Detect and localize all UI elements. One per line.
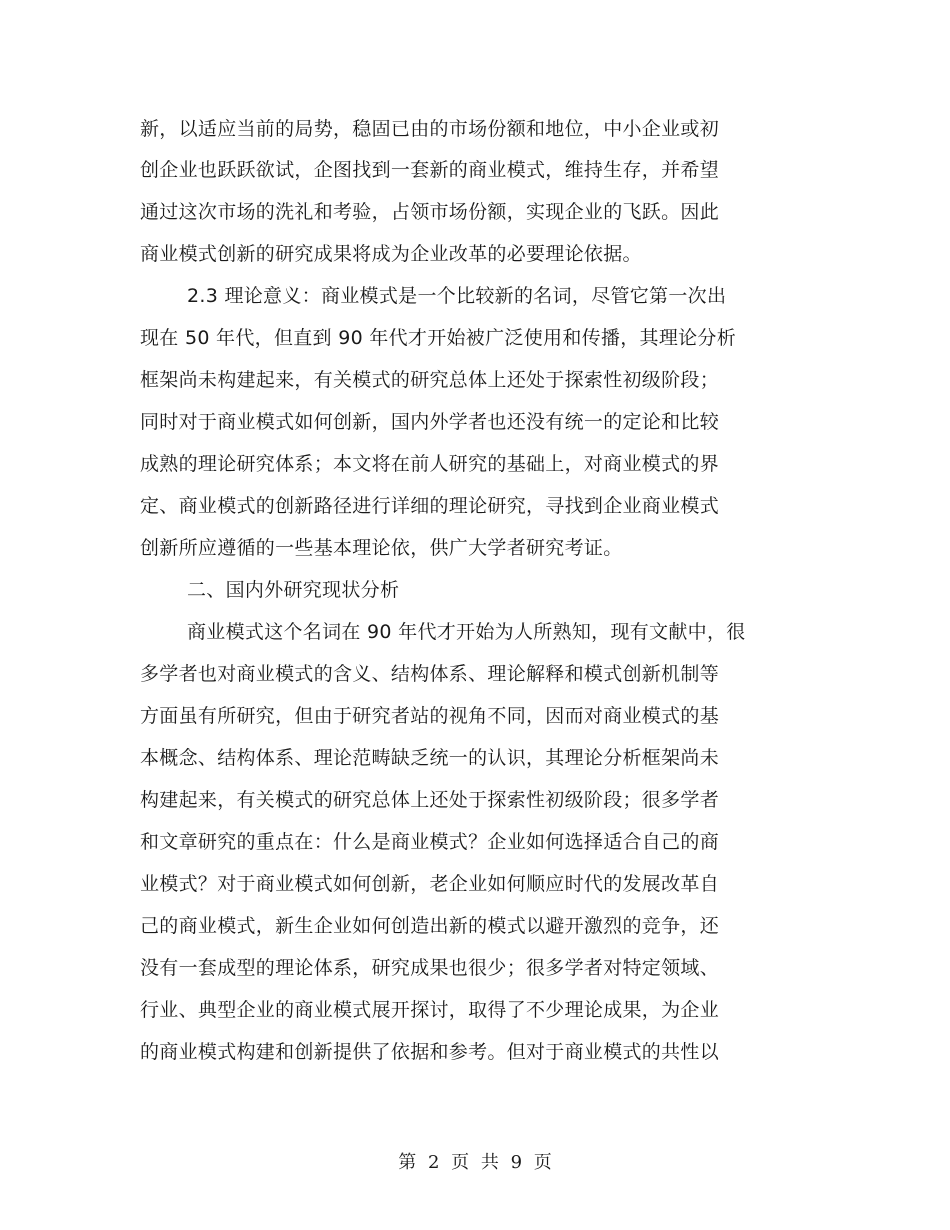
page-label-prefix: 第 — [398, 1152, 417, 1173]
text-line: 成熟的理论研究体系；本文将在前人研究的基础上，对商业模式的界 — [140, 453, 720, 475]
text-line: 业模式？对于商业模式如何创新，老企业如何顺应时代的发展改革自 — [140, 873, 720, 895]
page-label: 页 — [451, 1152, 470, 1173]
page-number-footer — [0, 1151, 950, 1175]
text-line: 创企业也跃跃欲试，企图找到一套新的商业模式，维持生存，并希望 — [140, 159, 720, 181]
text-line: 通过这次市场的洗礼和考验，占领市场份额，实现企业的飞跃。因此 — [140, 201, 720, 223]
text-line: 商业模式创新的研究成果将成为企业改革的必要理论依据。 — [140, 243, 642, 265]
text-line: 多学者也对商业模式的含义、结构体系、理论解释和模式创新机制等 — [140, 663, 720, 685]
text-line: 定、商业模式的创新路径进行详细的理论研究，寻找到企业商业模式 — [140, 495, 720, 517]
page-label-suffix: 页 — [533, 1152, 552, 1173]
text-line: 构建起来，有关模式的研究总体上还处于探索性初级阶段；很多学者 — [140, 789, 720, 811]
text-line: 没有一套成型的理论体系，研究成果也很少；很多学者对特定领域、 — [140, 957, 720, 979]
text-line: 现在 50 年代，但直到 90 年代才开始被广泛使用和传播，其理论分析 — [140, 327, 737, 349]
page-current: 2 — [427, 1152, 440, 1173]
text-line: 同时对于商业模式如何创新，国内外学者也还没有统一的定论和比较 — [140, 411, 720, 433]
text-line: 方面虽有所研究，但由于研究者站的视角不同，因而对商业模式的基 — [140, 705, 720, 727]
text-line: 框架尚未构建起来，有关模式的研究总体上还处于探索性初级阶段； — [140, 369, 720, 391]
text-line: 和文章研究的重点在：什么是商业模式？企业如何选择适合自己的商 — [140, 831, 720, 853]
text-line: 新，以适应当前的局势，稳固已由的市场份额和地位，中小企业或初 — [140, 118, 720, 140]
total-label: 共 — [480, 1152, 499, 1173]
page-total: 9 — [510, 1152, 523, 1173]
section-heading-2: 二、国内外研究现状分析 — [187, 579, 400, 601]
text-line: 的商业模式构建和创新提供了依据和参考。但对于商业模式的共性以 — [140, 1041, 720, 1063]
text-line: 行业、典型企业的商业模式展开探讨，取得了不少理论成果，为企业 — [140, 999, 720, 1021]
text-line: 己的商业模式，新生企业如何创造出新的模式以避开激烈的竞争，还 — [140, 915, 720, 937]
text-line: 本概念、结构体系、理论范畴缺乏统一的认识，其理论分析框架尚未 — [140, 747, 720, 769]
text-line: 创新所应遵循的一些基本理论依，供广大学者研究考证。 — [140, 537, 623, 559]
section-heading-2-3: 2.3 理论意义：商业模式是一个比较新的名词，尽管它第一次出 — [187, 285, 727, 307]
text-line: 商业模式这个名词在 90 年代才开始为人所熟知，现有文献中，很 — [187, 621, 746, 643]
